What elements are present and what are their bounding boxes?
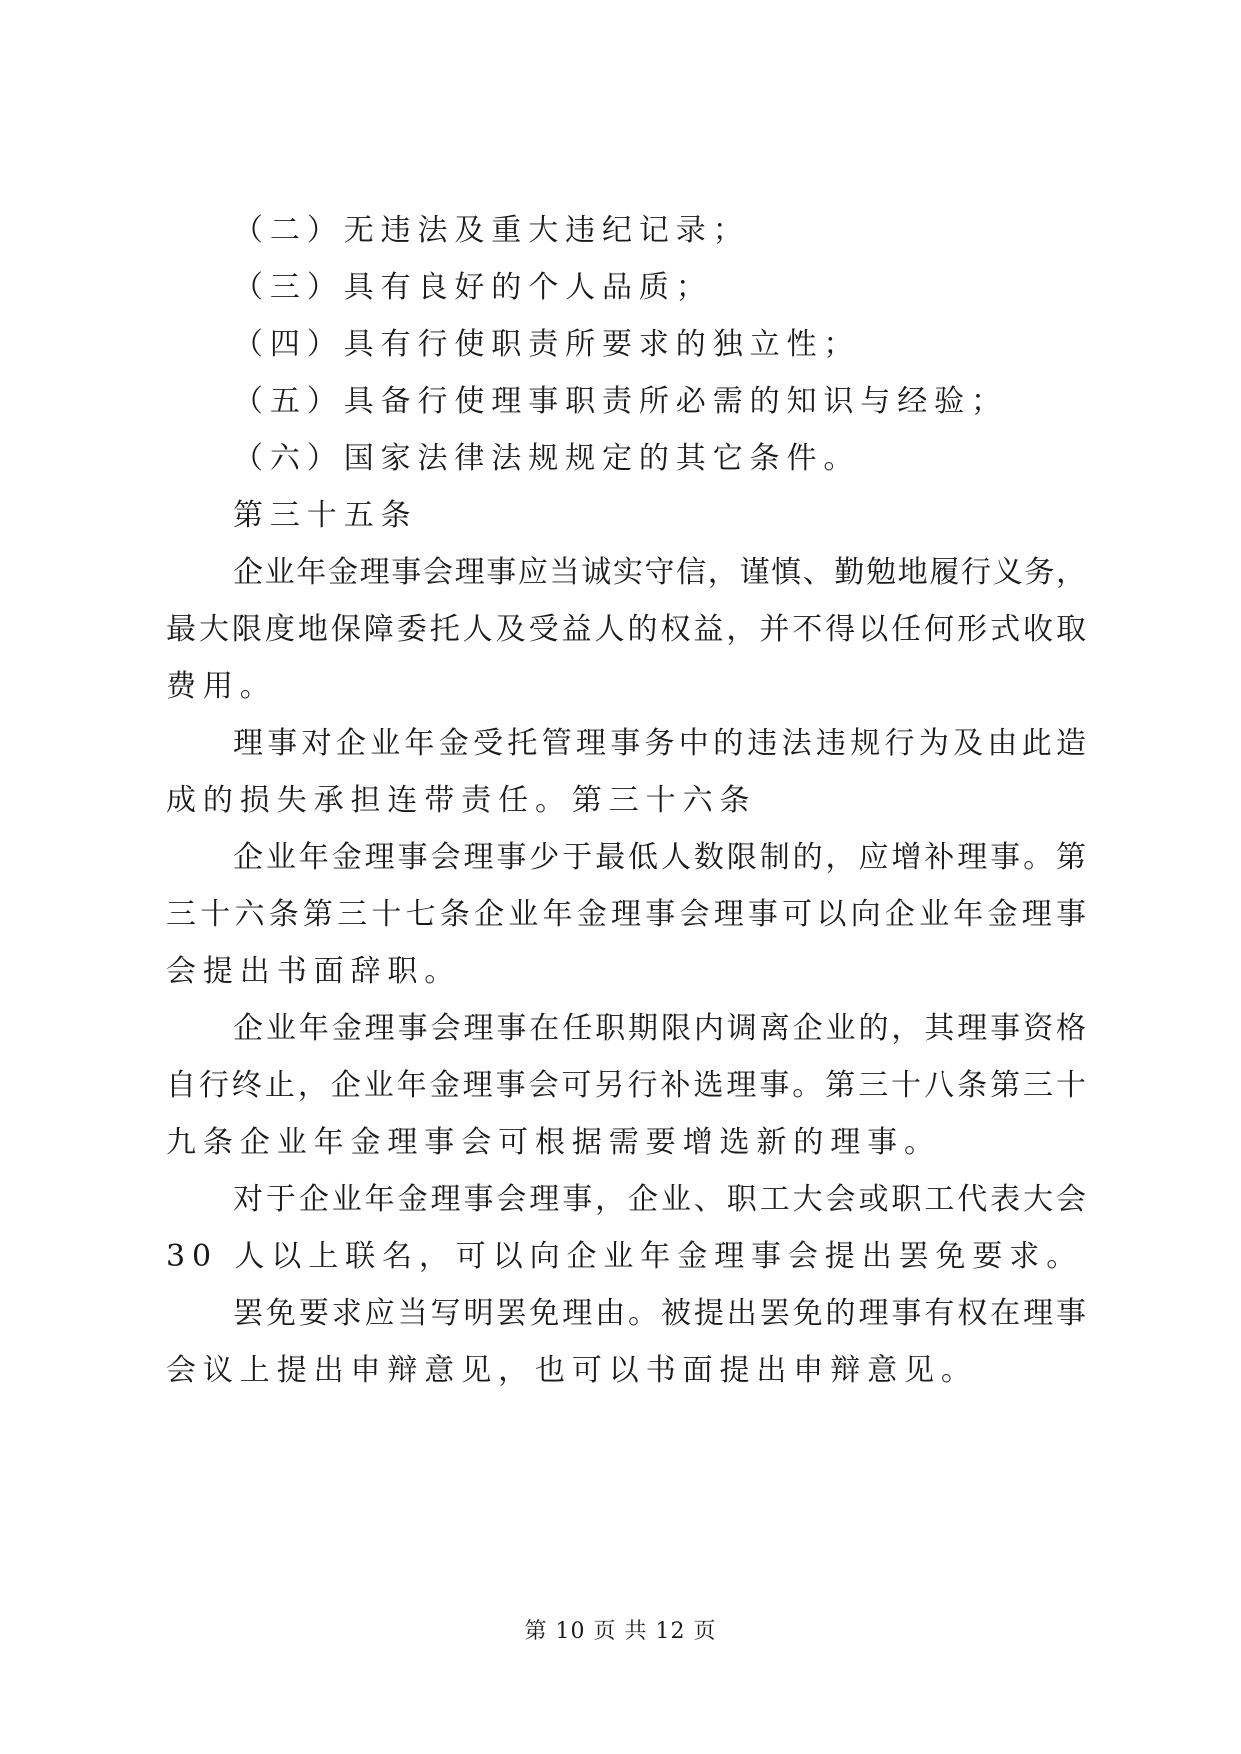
text-line: （三）具有良好的个人品质； xyxy=(233,270,713,305)
text-line: （五）具备行使理事职责所必需的知识与经验； xyxy=(233,384,1008,419)
text-line: 企业年金理事会理事在任职期限内调离企业的，其理事资格 xyxy=(233,1011,1086,1046)
text-line: 最大限度地保障委托人及受益人的权益，并不得以任何形式收取 xyxy=(166,612,1086,647)
text-line: 理事对企业年金受托管理事务中的违法违规行为及由此造 xyxy=(233,726,1086,761)
text-line: 成的损失承担连带责任。第三十六条 xyxy=(166,783,757,818)
text-line: （四）具有行使职责所要求的独立性； xyxy=(233,327,861,362)
text-line: 30 人以上联名，可以向企业年金理事会提出罢免要求。 xyxy=(166,1239,1084,1274)
text-line: 自行终止，企业年金理事会可另行补选理事。第三十八条第三十 xyxy=(166,1068,1086,1103)
text-line: 九条企业年金理事会可根据需要增选新的理事。 xyxy=(166,1125,941,1160)
text-line: 三十六条第三十七条企业年金理事会理事可以向企业年金理事 xyxy=(166,897,1086,932)
text-line: 会议上提出申辩意见，也可以书面提出申辩意见。 xyxy=(166,1353,978,1388)
text-line: 会提出书面辞职。 xyxy=(166,954,462,989)
text-line: （六）国家法律法规规定的其它条件。 xyxy=(233,441,861,476)
text-line: 企业年金理事会理事应当诚实守信，谨慎、勤勉地履行义务， xyxy=(233,555,1086,590)
text-line: 罢免要求应当写明罢免理由。被提出罢免的理事有权在理事 xyxy=(233,1296,1086,1331)
text-line: 费用。 xyxy=(166,669,277,704)
text-line: 对于企业年金理事会理事，企业、职工大会或职工代表大会 xyxy=(233,1182,1086,1217)
text-line: （二）无违法及重大违纪记录； xyxy=(233,213,750,248)
text-line: 企业年金理事会理事少于最低人数限制的，应增补理事。第 xyxy=(233,840,1086,875)
article-heading: 第三十五条 xyxy=(233,498,418,533)
page-number-footer: 第 10 页 共 12 页 xyxy=(524,1619,717,1644)
